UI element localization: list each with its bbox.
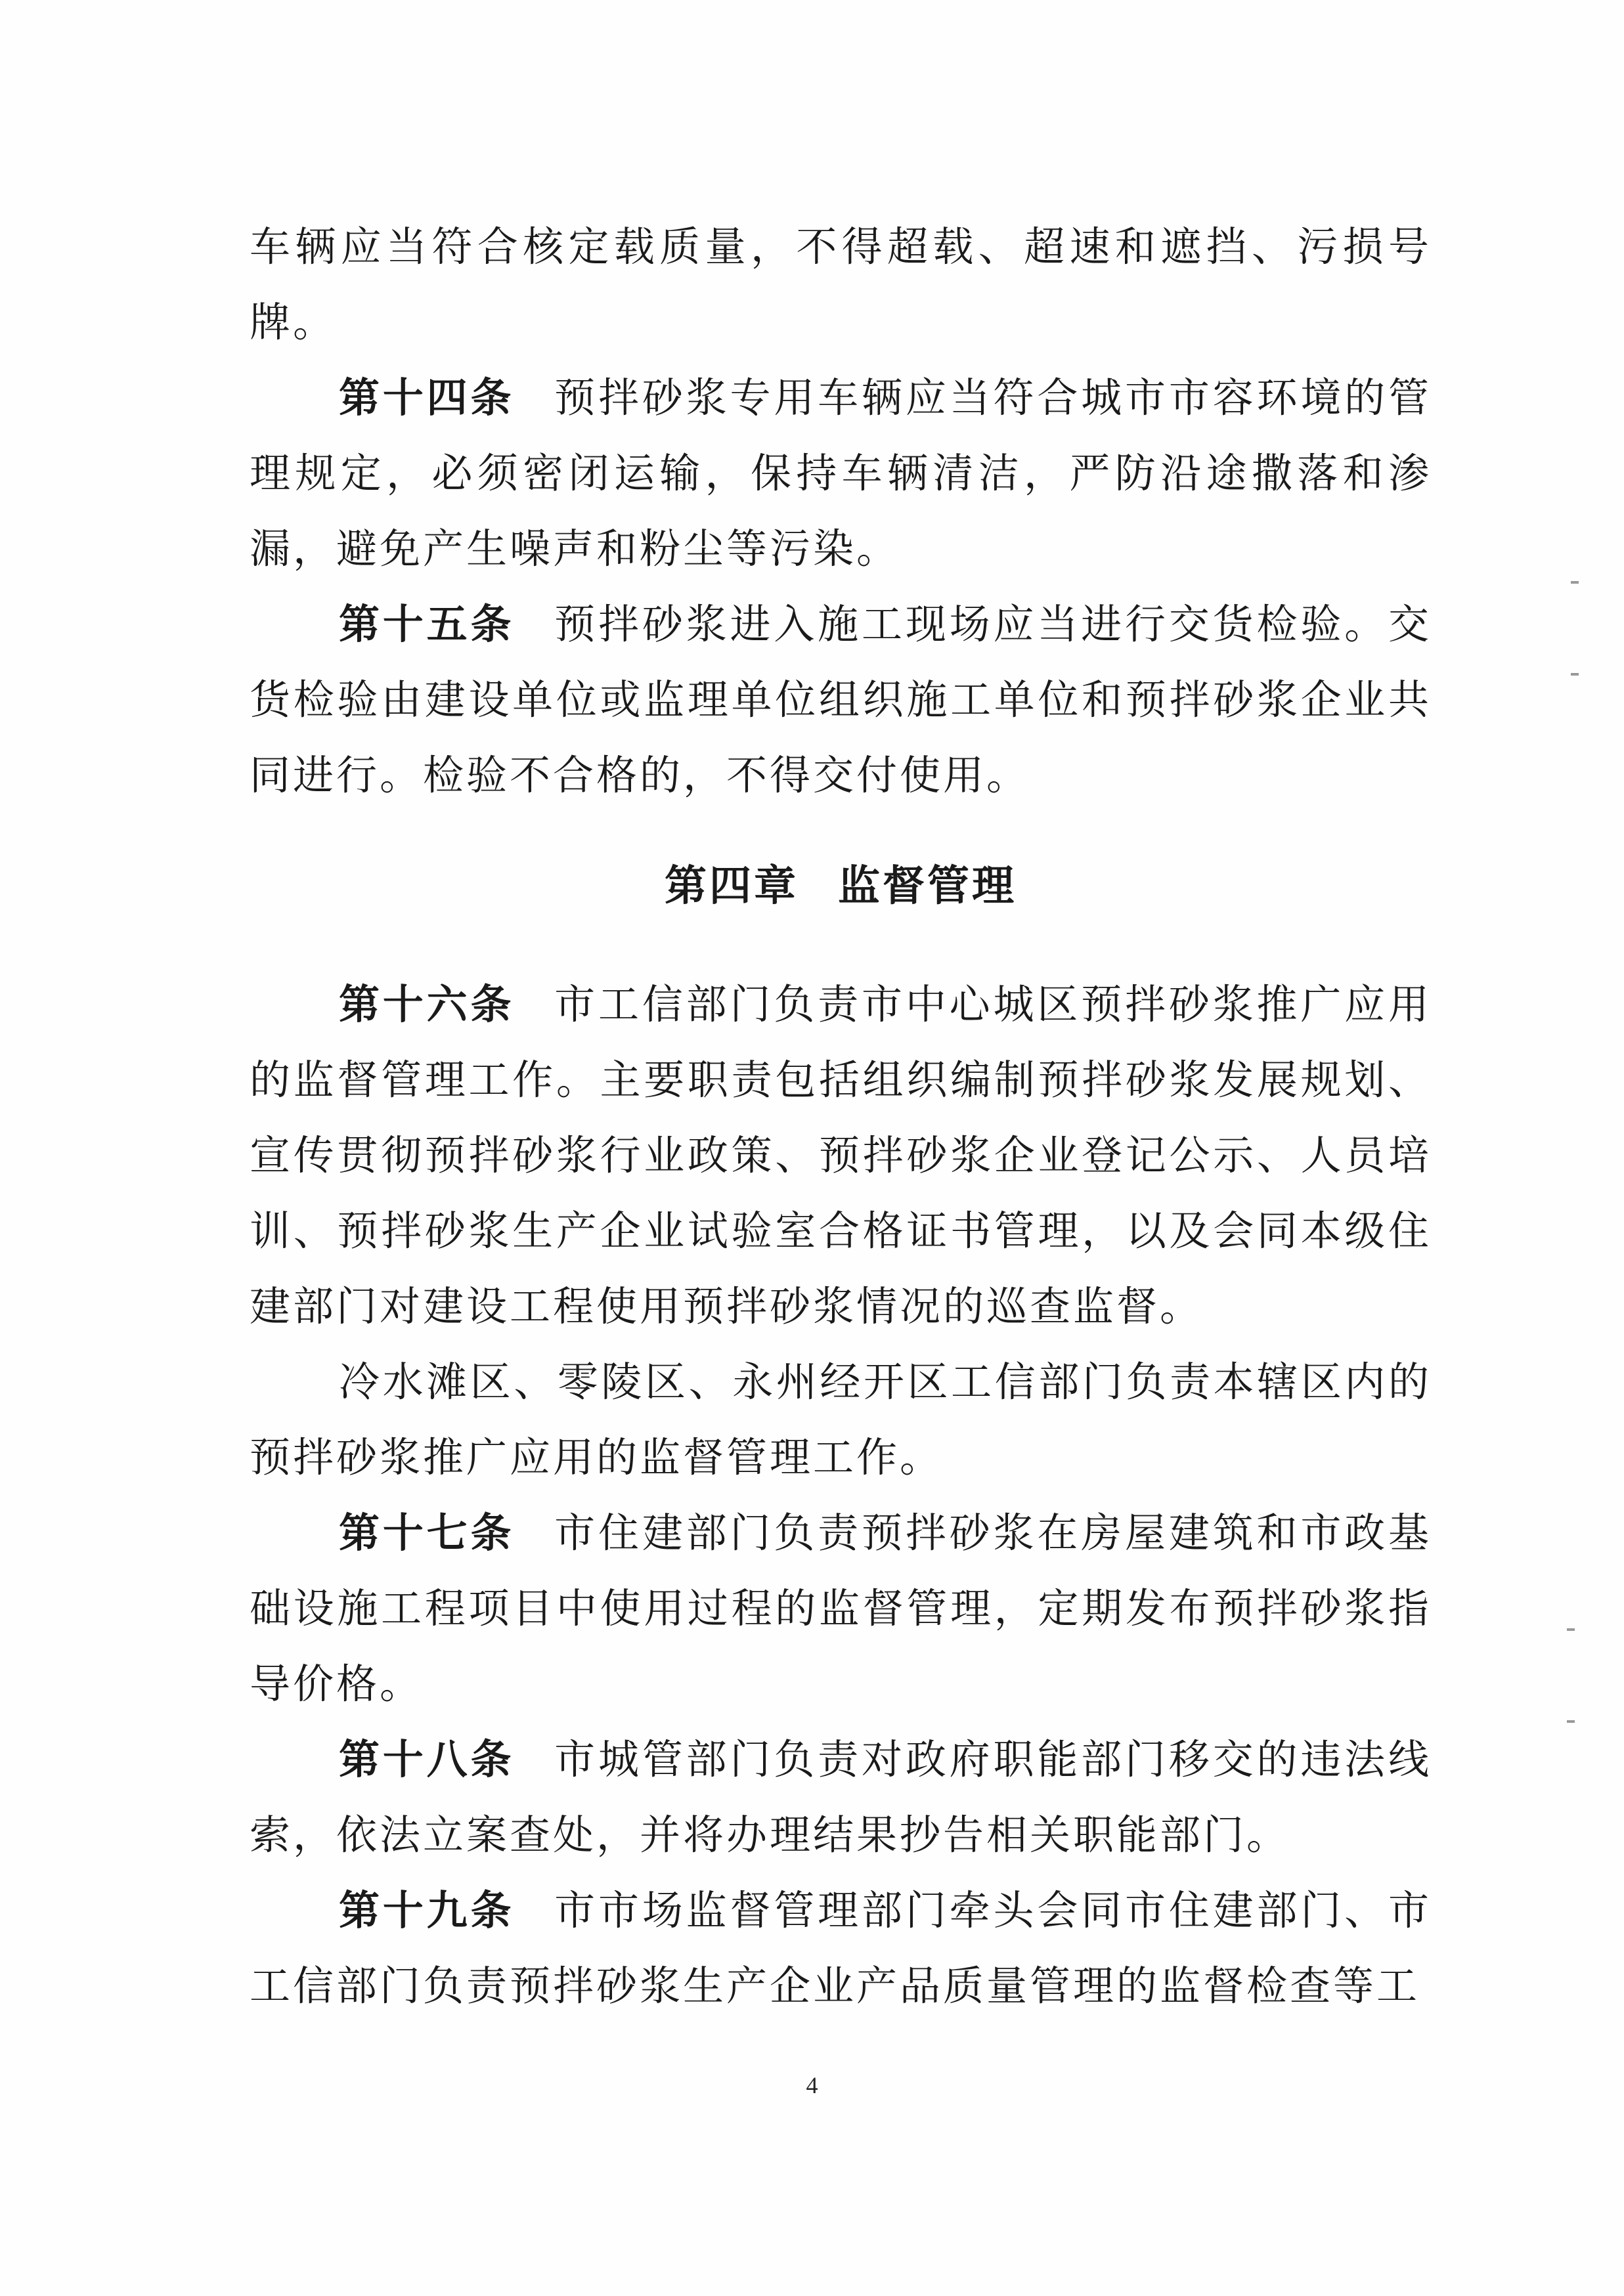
paragraph-text: 车辆应当符合核定载质量，不得超载、超速和遮挡、污损号牌。 [250,223,1432,346]
continuation-paragraph [250,209,1432,360]
article-17 [250,1495,1432,1722]
chapter-title: 监督管理 [838,862,1017,911]
scan-artifact [1567,1720,1575,1723]
document-body [250,209,1432,2024]
paragraph-district [250,1344,1432,1495]
article-14 [250,360,1432,586]
scan-artifact [1571,581,1579,584]
article-title: 第十九条 [339,1886,515,1934]
article-title: 第十五条 [339,600,515,648]
article-text: 市住建部门负责预拌砂浆在房屋建筑和市政基础设施工程项目中使用过程的监督管理，定期发布预拌砂浆指导价格。 [250,1509,1432,1708]
article-text: 预拌砂浆进入施工现场应当进行交货检验。交货检验由建设单位或监理单位组织施工单位和预拌砂浆企业共同进行。检验不合格的，不得交付使用。 [250,600,1432,799]
article-title: 第十六条 [339,980,515,1028]
paragraph-text: 冷水滩区、零陵区、永州经开区工信部门负责本辖区内的预拌砂浆推广应用的监督管理工作。 [250,1358,1432,1481]
page-number: 4 [806,2072,818,2098]
chapter-heading [250,854,1432,919]
article-18 [250,1722,1432,1873]
article-16 [250,966,1432,1344]
chapter-number: 第四章 [665,862,799,911]
article-15 [250,586,1432,813]
article-text: 市工信部门负责市中心城区预拌砂浆推广应用的监督管理工作。主要职责包括组织编制预拌砂浆发展规划、宣传贯彻预拌砂浆行业政策、预拌砂浆企业登记公示、人员培训、预拌砂浆生产企业试验室合格证书管理，以及会同本级住建部门对建设工程使用预拌砂浆情况的巡查监督。 [250,980,1432,1330]
article-19 [250,1873,1432,2024]
article-title: 第十八条 [339,1735,515,1783]
article-text: 市城管部门负责对政府职能部门移交的违法线索，依法立案查处，并将办理结果抄告相关职能部门。 [250,1735,1432,1859]
scan-artifact [1571,673,1579,676]
scan-artifact [1567,1628,1575,1631]
article-title: 第十七条 [339,1509,515,1557]
article-title: 第十四条 [339,374,515,422]
article-text: 市市场监督管理部门牵头会同市住建部门、市工信部门负责预拌砂浆生产企业产品质量管理的监督检查等工 [250,1886,1432,2010]
article-text: 预拌砂浆专用车辆应当符合城市市容环境的管理规定，必须密闭运输，保持车辆清洁，严防沿途撒落和渗漏，避免产生噪声和粉尘等污染。 [250,374,1432,573]
